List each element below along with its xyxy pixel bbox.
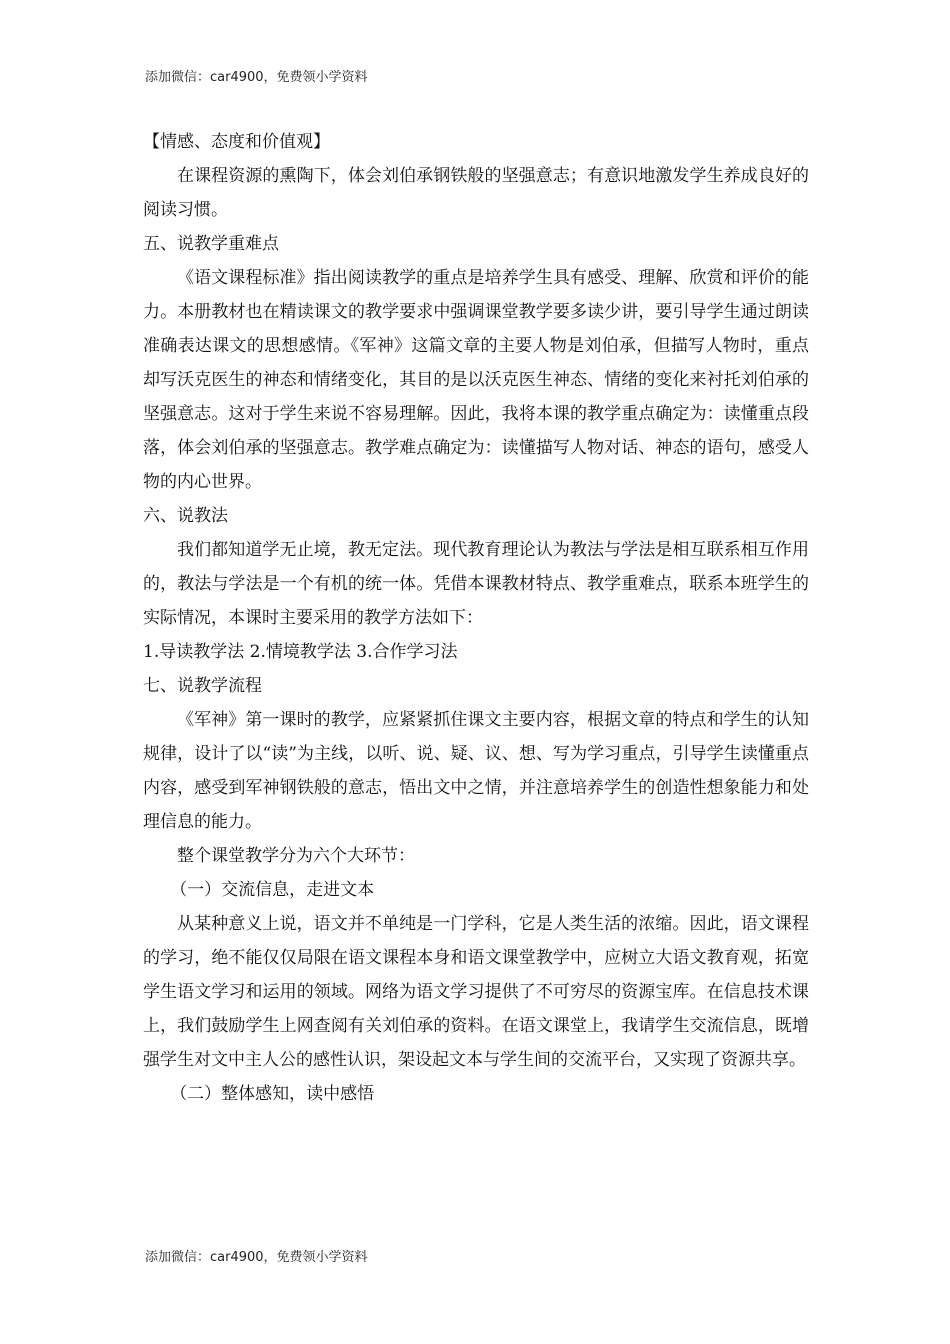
paragraph-section-7b: 整个课堂教学分为六个大环节： — [177, 846, 415, 866]
paragraph-section-5: 《语文课程标准》指出阅读教学的重点是培养学生具有感受、理解、欣赏和评价的能力。本册教材也在精读课文的教学要求中强调课堂教学要多读少讲，要引导学生通过朗读准确表达课文的思想感情。《军神》这篇文章的主要人物是刘伯承，但描写人物时，重点却写沃克医生的神态和情绪变化，其目的是以沃克医生神态、情绪的变化来衬托刘伯承的坚强意志。这对于学生来说不容易理解。因此，我将本课的教学重点确定为：读懂重点段落，体会刘伯承的坚强意志。教学难点确定为：读懂描写人物对话、神态的语句，感受人物的内心世界。 — [143, 268, 809, 492]
teaching-methods-list: 1.导读教学法 2.情境教学法 3.合作学习法 — [143, 642, 458, 662]
page-header: 添加微信：car4900，免费领小学资料 — [145, 70, 368, 85]
paragraph-subsection-1: 从某种意义上说，语文并不单纯是一门学科，它是人类生活的浓缩。因此，语文课程的学习，绝不能仅仅局限在语文课程本身和语文课堂教学中，应树立大语文教育观，拓宽学生语文学习和运用的领域。网络为语文学习提供了不可穷尽的资源宝库。在信息技术课上，我们鼓励学生上网查阅有关刘伯承的资料。在语文课堂上，我请学生交流信息，既增强学生对文中主人公的感性认识，架设起文本与学生间的交流平台，又实现了资源共享。 — [143, 914, 809, 1070]
page-footer: 添加微信：car4900，免费领小学资料 — [145, 1250, 368, 1265]
heading-section-5: 五、说教学重难点 — [143, 234, 279, 254]
heading-section-6: 六、说教法 — [143, 506, 228, 526]
heading-section-7: 七、说教学流程 — [143, 676, 262, 696]
document-body — [143, 125, 809, 1111]
paragraph-section-7: 《军神》第一课时的教学，应紧紧抓住课文主要内容，根据文章的特点和学生的认知规律，设计了以“读”为主线，以听、说、疑、议、想、写为学习重点，引导学生读懂重点内容，感受到军神钢铁般的意志，悟出文中之情，并注意培养学生的创造性想象能力和处理信息的能力。 — [143, 710, 809, 832]
subheading-1: （一）交流信息，走进文本 — [170, 880, 375, 900]
heading-emotion: 【情感、态度和价值观】 — [143, 132, 330, 152]
subheading-2: （二）整体感知，读中感悟 — [170, 1084, 375, 1104]
paragraph-emotion: 在课程资源的熏陶下，体会刘伯承钢铁般的坚强意志；有意识地激发学生养成良好的阅读习惯。 — [143, 166, 809, 220]
paragraph-section-6: 我们都知道学无止境，教无定法。现代教育理论认为教法与学法是相互联系相互作用的，教法与学法是一个有机的统一体。凭借本课教材特点、教学重难点，联系本班学生的实际情况，本课时主要采用的教学方法如下： — [143, 540, 809, 628]
